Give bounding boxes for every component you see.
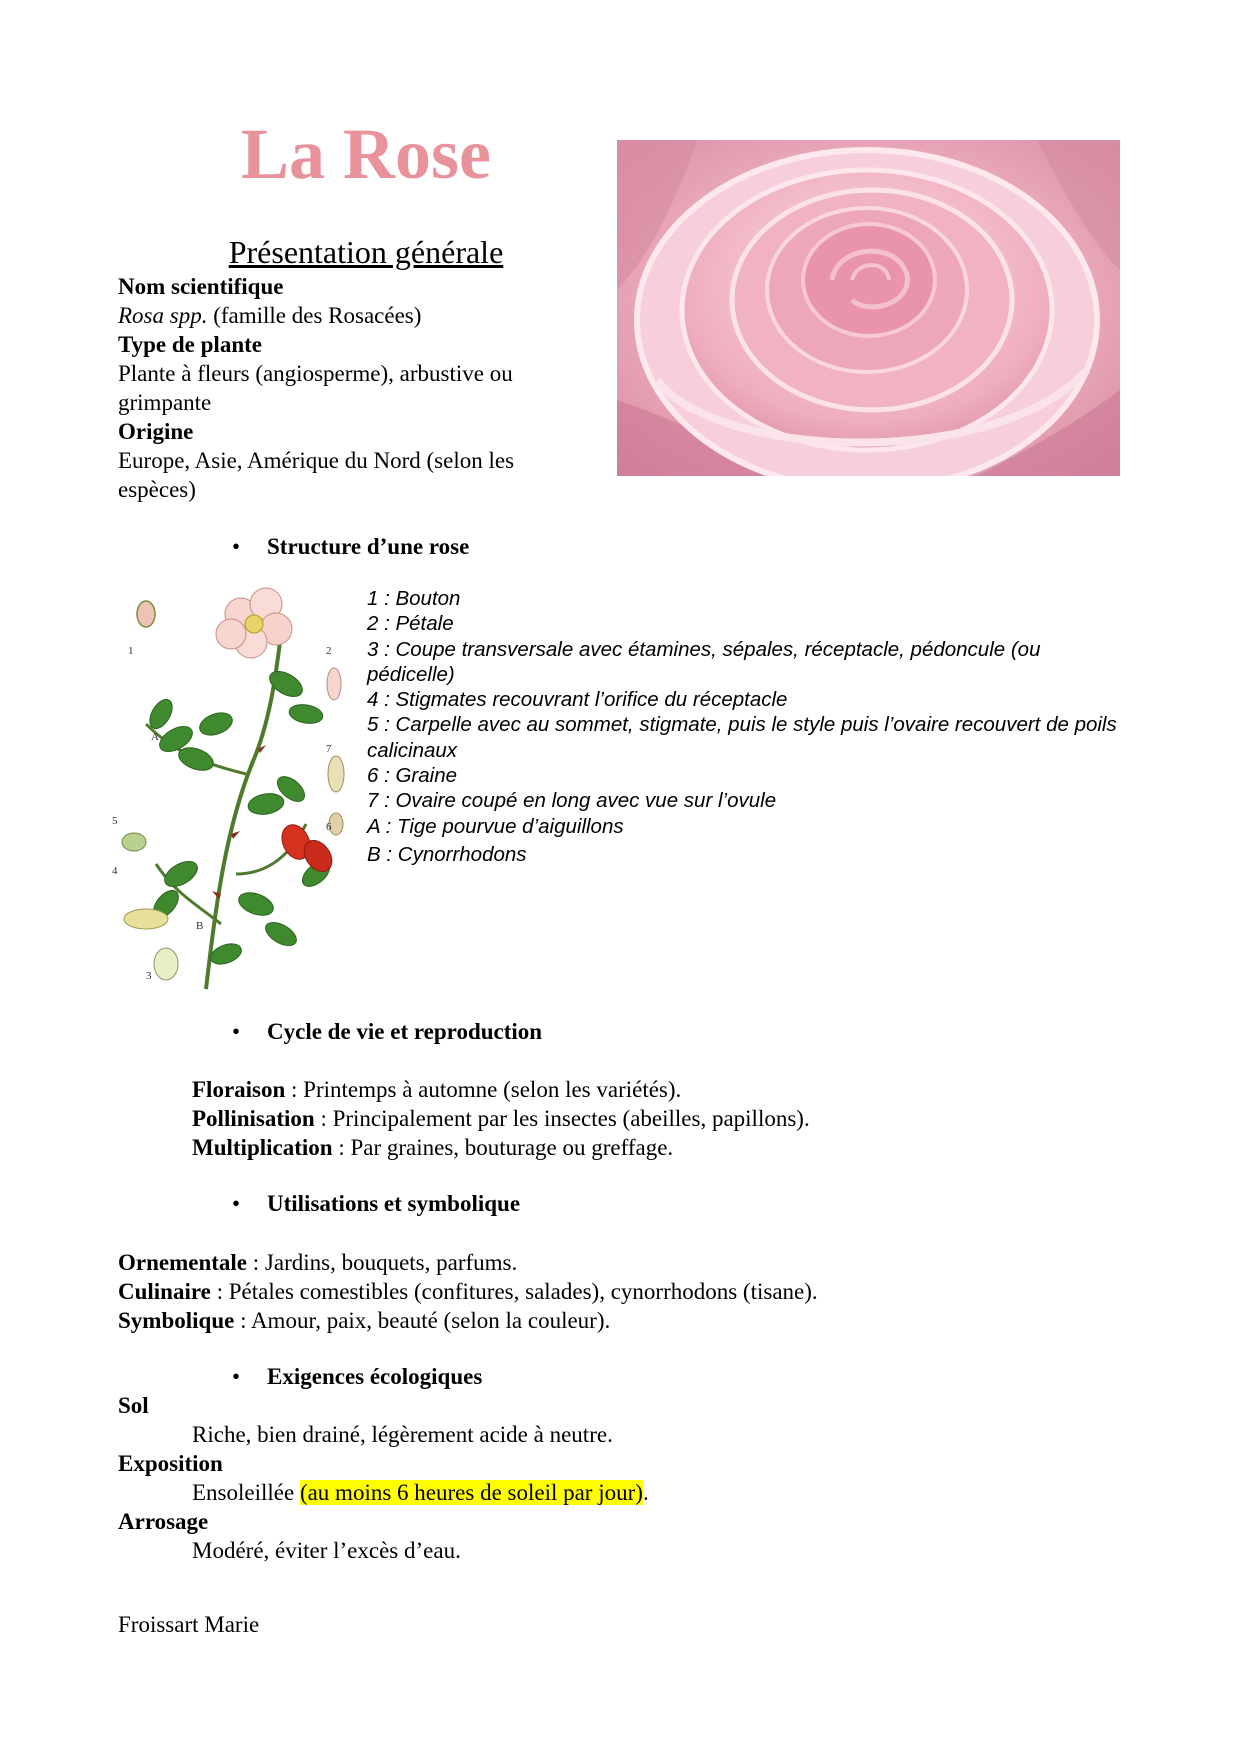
svg-text:A: A: [151, 731, 159, 743]
exposure-label: [118, 1449, 1018, 1478]
origin-value: Europe, Asie, Amérique du Nord (selon les espèces): [118, 448, 515, 502]
watering-value: Modéré, éviter l’excès d’eau.: [192, 1538, 461, 1563]
cycle-heading: [232, 1017, 543, 1046]
svg-text:3: 3: [146, 970, 152, 982]
scientific-name-label: Nom scientifique: [118, 274, 284, 299]
uses-heading-text: Utilisations et symbolique: [267, 1191, 521, 1216]
svg-text:6: 6: [326, 821, 332, 833]
botanical-plate: [106, 574, 358, 996]
cycle-label: Multiplication: [192, 1135, 333, 1160]
cycle-row-multiplication: [192, 1133, 810, 1162]
ecology-heading-text: Exigences écologiques: [267, 1364, 483, 1389]
uses-block: [118, 1248, 818, 1335]
cycle-label: Pollinisation: [192, 1106, 315, 1131]
exposure-label-text: Exposition: [118, 1451, 223, 1476]
uses-label: Ornementale: [118, 1250, 248, 1275]
exposure-suffix: .: [642, 1480, 649, 1505]
structure-item-3: 3 : Coupe transversale avec étamines, sépales, réceptacle, pédoncule (ou pédicelle): [367, 637, 1047, 686]
uses-text: : Amour, paix, beauté (selon la couleur).: [234, 1308, 611, 1333]
structure-item-a: A : Tige pourvue d’aiguillons: [367, 814, 624, 838]
svg-text:5: 5: [112, 815, 118, 827]
svg-text:4: 4: [112, 865, 118, 877]
uses-text: : Jardins, bouquets, parfums.: [247, 1250, 518, 1275]
uses-row-symbolic: [118, 1306, 818, 1335]
uses-label: Culinaire: [118, 1279, 211, 1304]
watering-label-text: Arrosage: [118, 1509, 209, 1534]
uses-row-ornamental: [118, 1248, 818, 1277]
bullet-icon: •: [232, 1364, 241, 1389]
structure-item-5: 5 : Carpelle avec au sommet, stigmate, puis le style puis l’ovaire recouvert de poils calicinaux: [367, 713, 1123, 762]
exposure-value: [118, 1478, 1018, 1507]
exposure-prefix: Ensoleillée: [192, 1480, 300, 1505]
structure-list: [367, 586, 1127, 867]
structure-item-2: 2 : Pétale: [367, 612, 454, 636]
cycle-text: : Principalement par les insectes (abeilles, papillons).: [314, 1106, 810, 1131]
rose-photo-image: [617, 140, 1120, 476]
svg-text:B: B: [196, 920, 204, 932]
rose-photo: [617, 140, 1120, 476]
section-subtitle: Présentation générale: [228, 234, 504, 270]
soil-label-text: Sol: [118, 1393, 149, 1418]
uses-heading: [232, 1189, 521, 1218]
soil-label: [118, 1391, 1018, 1420]
svg-text:1: 1: [128, 645, 134, 657]
scientific-name-family: (famille des Rosacées): [207, 303, 422, 328]
svg-text:2: 2: [326, 645, 332, 657]
plant-type-label: Type de plante: [118, 332, 262, 357]
structure-item-4: 4 : Stigmates recouvrant l’orifice du réceptacle: [367, 688, 788, 712]
bullet-icon: •: [232, 534, 241, 559]
structure-item-1: 1 : Bouton: [367, 587, 461, 610]
svg-text:7: 7: [326, 743, 332, 755]
intro-block: [118, 272, 588, 504]
page-title: La Rose: [241, 114, 491, 194]
cycle-block: [192, 1075, 810, 1162]
structure-heading: [232, 532, 470, 561]
cycle-label: Floraison: [192, 1077, 286, 1102]
ecology-heading: [232, 1362, 483, 1391]
author-name: Froissart Marie: [118, 1612, 260, 1637]
botanical-plate-image: [106, 574, 358, 996]
ecology-block: [118, 1391, 1018, 1565]
cycle-text: : Par graines, bouturage ou greffage.: [332, 1135, 674, 1160]
structure-heading-text: Structure d’une rose: [267, 534, 470, 559]
structure-item-b: B : Cynorrhodons: [367, 842, 527, 866]
structure-item-7: 7 : Ovaire coupé en long avec vue sur l’ovule: [367, 789, 777, 813]
exposure-highlight: (au moins 6 heures de soleil par jour): [299, 1480, 643, 1505]
uses-text: : Pétales comestibles (confitures, salades), cynorrhodons (tisane).: [210, 1279, 818, 1304]
cycle-row-pollination: [192, 1104, 810, 1133]
bullet-icon: •: [232, 1191, 241, 1216]
watering-label: [118, 1507, 1018, 1536]
origin-label: Origine: [118, 419, 194, 444]
bullet-icon: •: [232, 1019, 241, 1044]
uses-label: Symbolique: [118, 1308, 235, 1333]
structure-item-6: 6 : Graine: [367, 764, 458, 788]
plant-type-value: Plante à fleurs (angiosperme), arbustive ou grimpante: [118, 361, 513, 415]
uses-row-culinary: [118, 1277, 818, 1306]
cycle-text: : Printemps à automne (selon les variétés).: [285, 1077, 682, 1102]
cycle-row-flowering: [192, 1075, 810, 1104]
scientific-name-value: [118, 301, 588, 330]
soil-value: Riche, bien drainé, légèrement acide à neutre.: [192, 1422, 613, 1447]
cycle-heading-text: Cycle de vie et reproduction: [267, 1019, 543, 1044]
scientific-name-italic: Rosa spp.: [118, 303, 208, 328]
